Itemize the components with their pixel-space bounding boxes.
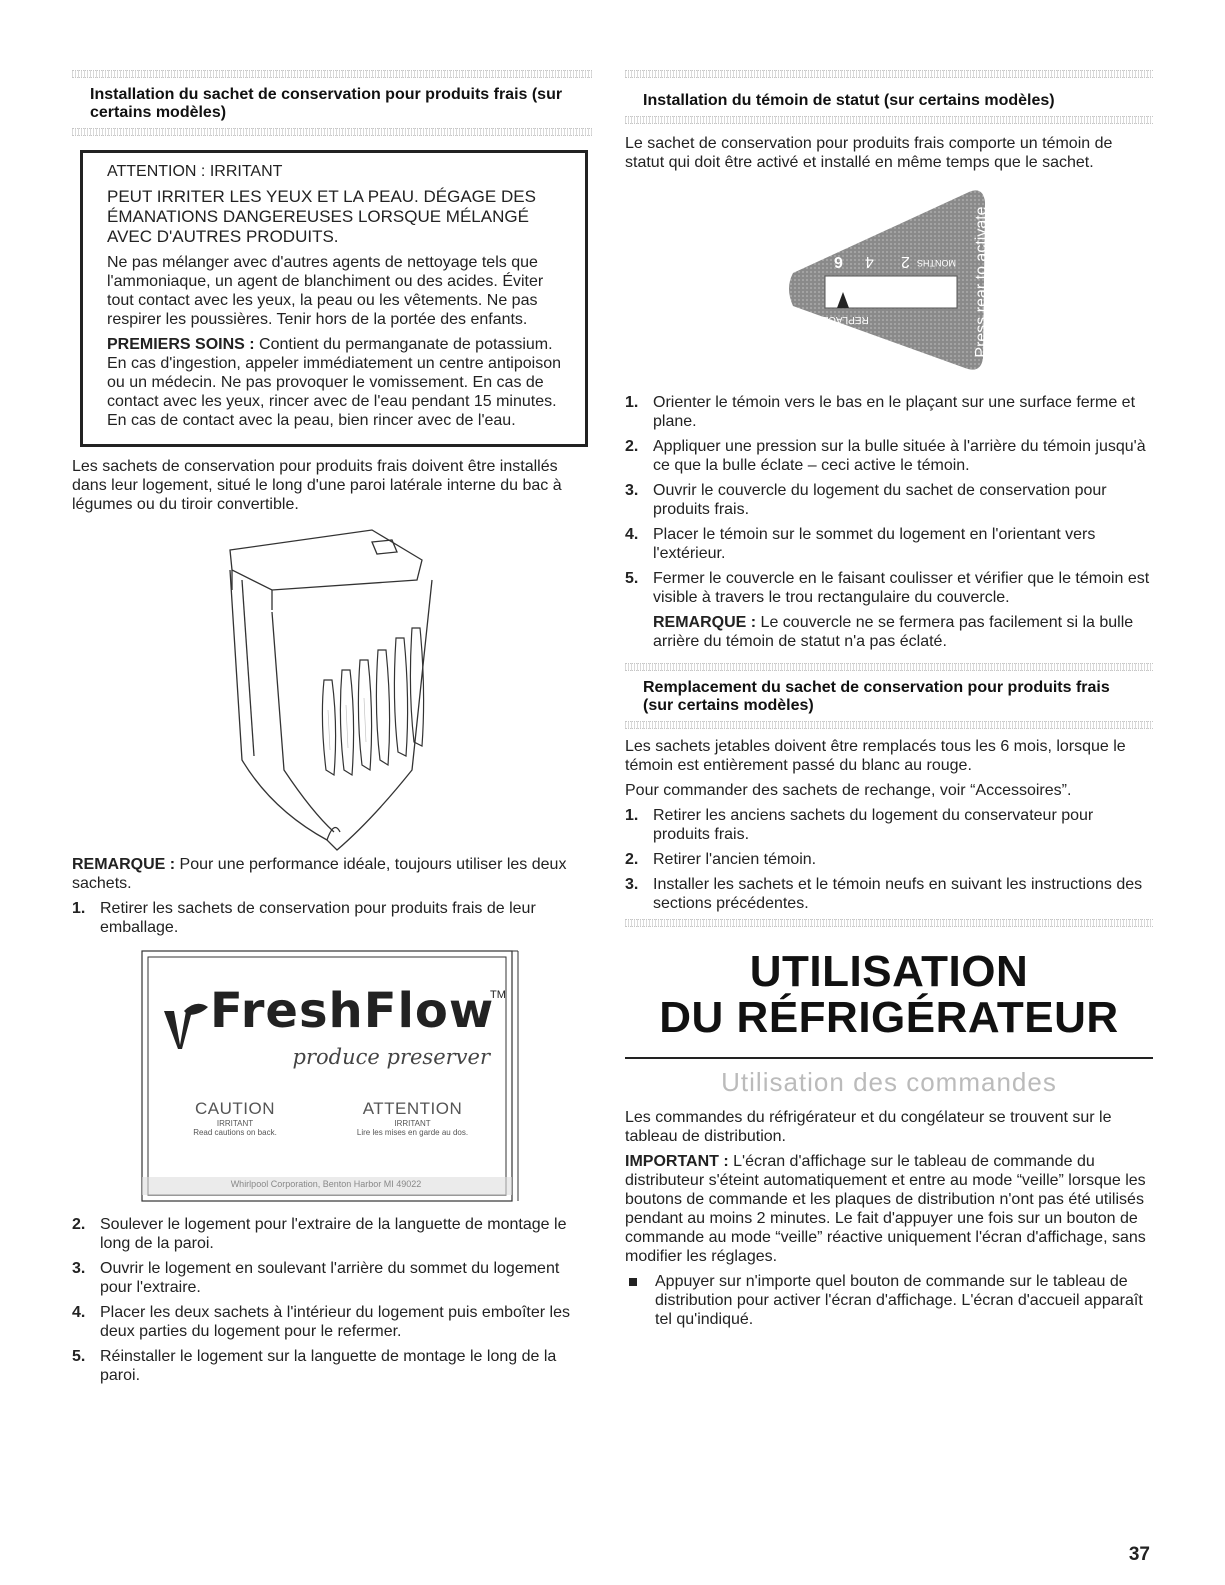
divider	[72, 128, 592, 136]
list-item	[72, 1215, 592, 1253]
label-attention-sub: IRRITANT	[394, 1119, 431, 1128]
label-caution-sub: IRRITANT	[216, 1119, 254, 1128]
indicator-press: Press rear to activate	[973, 206, 990, 358]
replace-p1: Les sachets jetables doivent être remplacés tous les 6 mois, lorsque le témoin est entièrement passé du blanc au rouge.	[625, 738, 1126, 774]
step-number: 3.	[72, 1260, 86, 1277]
left-column	[72, 70, 592, 1391]
list-item	[625, 875, 1153, 913]
bullet-square-icon	[625, 1272, 655, 1329]
step-text: Placer le témoin sur le sommet du logement en l'orientant vers l'extérieur.	[653, 526, 1096, 562]
step-text: Installer les sachets et le témoin neufs en suivant les instructions des sections précédentes.	[653, 876, 1143, 912]
warning-body: Ne pas mélanger avec d'autres agents de nettoyage tels que l'ammoniaque, un agent de blanchiment ou des acides. Éviter tout contact avec les yeux, la peau ou les vêtements. Ne pas respirer les poussières. Tenir hors de la portée des enfants.	[107, 254, 544, 328]
label-tm: TM	[490, 989, 506, 1001]
indicator-steps	[625, 393, 1153, 607]
intro-paragraph: Les sachets de conservation pour produits frais doivent être installés dans leur logement, situé le long d'une paroi latérale interne du bac à légumes ou du tiroir convertible.	[72, 458, 562, 513]
right-column	[625, 70, 1153, 1329]
page-number: 37	[1128, 1544, 1150, 1565]
label-caution-read: Read cautions on back.	[193, 1128, 277, 1137]
section-heading-indicator: Installation du témoin de statut (sur certains modèles)	[643, 92, 1055, 109]
step-number: 5.	[625, 570, 639, 587]
list-item	[72, 899, 592, 937]
list-item	[72, 1347, 592, 1385]
step-text: Appliquer une pression sur la bulle située à l'arrière du témoin jusqu'à ce que la bulle éclate – ceci active le témoin.	[653, 438, 1146, 474]
step-number: 3.	[625, 876, 639, 893]
step-text: Retirer les sachets de conservation pour produits frais de leur emballage.	[100, 900, 536, 936]
list-item	[72, 1303, 592, 1341]
note-label: REMARQUE :	[72, 856, 176, 873]
controls-paragraph: Les commandes du réfrigérateur et du congélateur se trouvent sur le tableau de distribution.	[625, 1109, 1112, 1145]
warning-box	[80, 150, 588, 447]
label-attention-block	[325, 1099, 500, 1137]
warning-caps: PEUT IRRITER LES YEUX ET LA PEAU. DÉGAGE DES ÉMANATIONS DANGEREUSES LORSQUE MÉLANGÉ AVEC D'AUTRES PRODUITS.	[107, 187, 536, 246]
status-indicator-illustration	[625, 178, 1153, 393]
label-caution: CAUTION	[195, 1099, 275, 1118]
step-text: Réinstaller le logement sur la languette de montage le long de la paroi.	[100, 1348, 557, 1384]
note-text: Pour une performance idéale, toujours utiliser les deux sachets.	[72, 856, 567, 892]
list-item	[625, 569, 1153, 607]
indicator-replace: REPLACE	[822, 314, 869, 325]
label-caution-block	[160, 1099, 310, 1137]
bullet-item	[625, 1272, 1153, 1329]
label-brand-text: FreshFlow	[210, 983, 495, 1039]
chapter-title-line-2: DU RÉFRIGÉRATEUR	[659, 993, 1119, 1042]
step-number: 4.	[72, 1304, 86, 1321]
indicator-note-label: REMARQUE :	[653, 614, 757, 631]
warning-title: ATTENTION : IRRITANT	[107, 163, 283, 180]
step-number: 3.	[625, 482, 639, 499]
indicator-shape	[625, 178, 1153, 393]
list-item	[625, 481, 1153, 519]
title-rule	[625, 1057, 1153, 1059]
step-number: 5.	[72, 1348, 86, 1365]
list-item	[625, 850, 1153, 869]
step-text: Retirer l'ancien témoin.	[653, 851, 817, 868]
step-number: 1.	[625, 394, 639, 411]
step-text: Fermer le couvercle en le faisant coulisser et vérifier que le témoin est visible à travers le trou rectangulaire du couvercle.	[653, 570, 1150, 606]
important-text: L'écran d'affichage sur le tableau de commande du distributeur s'éteint automatiquement et entre au mode “veille” lorsque les boutons de commande et les plaques de distribution n'ont pas été utilisés pendant au moins 2 minutes. Le fait d'appuyer une fois sur un bouton de commande au mode “veille” réactive uniquement l'écran d'affichage, sans modifier les réglages.	[625, 1153, 1146, 1265]
indicator-n2: 2	[901, 253, 910, 270]
chapter-title	[625, 949, 1153, 1041]
list-item	[72, 1259, 592, 1297]
step-number: 1.	[72, 900, 86, 917]
divider	[625, 721, 1153, 729]
preserver-housing-illustration	[72, 520, 592, 855]
note-paragraph	[72, 855, 592, 893]
bullet-text: Appuyer sur n'importe quel bouton de commande sur le tableau de distribution pour activer l'écran d'affichage. L'écran d'accueil apparaît tel qu'indiqué.	[655, 1273, 1143, 1328]
label-attention-read: Lire les mises en garde au dos.	[356, 1128, 469, 1137]
list-item	[625, 525, 1153, 563]
step-text: Ouvrir le logement en soulevant l'arrière du sommet du logement pour l'extraire.	[100, 1260, 560, 1296]
chapter-title-line-1: UTILISATION	[749, 947, 1029, 996]
step-number: 4.	[625, 526, 639, 543]
indicator-intro: Le sachet de conservation pour produits frais comporte un témoin de statut qui doit être activé et installé en même temps que le sachet.	[625, 135, 1113, 171]
first-aid	[107, 335, 569, 430]
divider	[625, 70, 1153, 78]
label-attention: ATTENTION	[362, 1099, 463, 1118]
divider	[625, 116, 1153, 124]
list-item	[625, 393, 1153, 431]
step-number: 1.	[625, 807, 639, 824]
replace-p2: Pour commander des sachets de rechange, voir “Accessoires”.	[625, 782, 1072, 799]
indicator-n4: 4	[865, 253, 874, 270]
step-text: Placer les deux sachets à l'intérieur du logement puis emboîter les deux parties du logement pour le refermer.	[100, 1304, 570, 1340]
step-number: 2.	[625, 438, 639, 455]
label-maker: Whirlpool Corporation, Benton Harbor MI 49022	[230, 1179, 422, 1189]
divider	[625, 919, 1153, 927]
step-text: Ouvrir le couvercle du logement du sachet de conservation pour produits frais.	[653, 482, 1107, 518]
step-number: 2.	[72, 1216, 86, 1233]
list-item	[625, 806, 1153, 844]
indicator-n6: 6	[834, 253, 843, 270]
indicator-note	[625, 613, 1153, 651]
important-paragraph	[625, 1152, 1153, 1266]
list-item	[625, 437, 1153, 475]
section-heading-install: Installation du sachet de conservation pour produits frais (sur certains modèles)	[90, 86, 563, 121]
section-heading-replace: Remplacement du sachet de conservation pour produits frais (sur certains modèles)	[643, 679, 1110, 714]
freshflow-label-illustration	[140, 949, 520, 1207]
step-text: Retirer les anciens sachets du logement du conservateur pour produits frais.	[653, 807, 1094, 843]
step-list-1	[72, 899, 592, 937]
first-aid-text: Contient du permanganate de potassium. En cas d'ingestion, appeler immédiatement un centre antipoison ou un médecin. Ne pas provoquer le vomissement. En cas de contact avec les yeux, rincer avec de l'eau pendant 15 minutes. En cas de contact avec la peau, bien rincer avec de l'eau.	[107, 336, 561, 429]
replace-steps	[625, 806, 1153, 913]
step-text: Soulever le logement pour l'extraire de la languette de montage le long de la paroi.	[100, 1216, 567, 1252]
indicator-note-text: Le couvercle ne se fermera pas facilement si la bulle arrière du témoin de statut n'a pas éclaté.	[653, 614, 1134, 650]
section-title-controls: Utilisation des commandes	[721, 1067, 1057, 1097]
divider	[625, 663, 1153, 671]
label-subtitle: produce preserver	[292, 1045, 490, 1069]
important-label: IMPORTANT :	[625, 1153, 729, 1170]
step-number: 2.	[625, 851, 639, 868]
label-brand	[210, 983, 494, 1039]
step-text: Orienter le témoin vers le bas en le plaçant sur une surface ferme et plane.	[653, 394, 1136, 430]
first-aid-label: PREMIERS SOINS :	[107, 336, 255, 353]
indicator-months: MONTHS	[917, 258, 956, 268]
step-list-2	[72, 1215, 592, 1385]
divider	[72, 70, 592, 78]
